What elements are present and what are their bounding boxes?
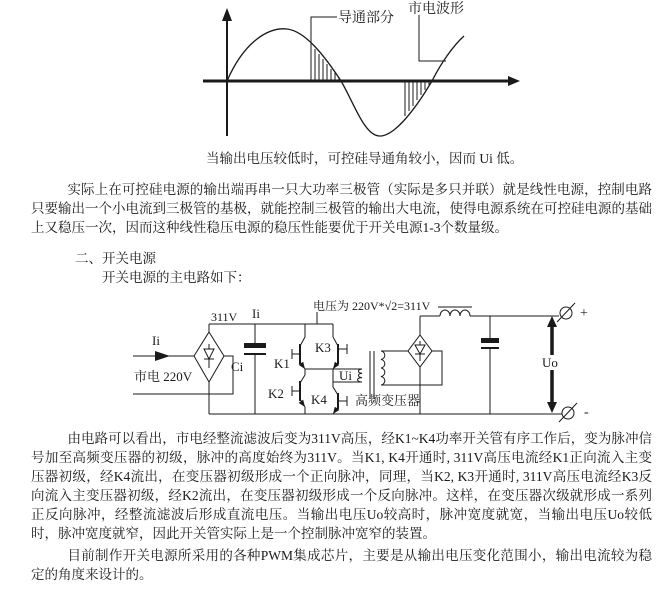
transistor-k1 bbox=[292, 324, 305, 369]
label-ci: Ci bbox=[231, 359, 244, 374]
bridge-rectifier-1 bbox=[194, 332, 224, 382]
label-voltage-note: 电压为 220V*√2=311V bbox=[313, 299, 431, 313]
conduction-label: 导通部分 bbox=[338, 11, 394, 26]
capacitor-output bbox=[481, 316, 499, 414]
label-minus: - bbox=[584, 405, 589, 420]
terminal-positive-icon bbox=[557, 303, 575, 322]
label-mains-voltage: 市电 220V bbox=[134, 369, 193, 384]
terminal-negative-icon bbox=[559, 403, 577, 422]
subheading-main-circuit: 开关电源的主电路如下： bbox=[102, 270, 251, 285]
y-axis-arrow-icon bbox=[222, 8, 232, 21]
paragraph-pwm-chips: 目前制作开关电源所采用的各种PWM集成芯片，主要是从输出电压变化范围小，输出电流较为稳定的角度来设计的。 bbox=[31, 548, 652, 582]
label-k1: K1 bbox=[274, 356, 290, 371]
waveform-figure bbox=[0, 0, 672, 145]
mains-waveform-label: 市电波形 bbox=[408, 2, 464, 17]
conduction-hatch-negative bbox=[405, 81, 429, 116]
conduction-leader-line bbox=[311, 17, 337, 44]
transformer-hf bbox=[358, 351, 385, 399]
label-311v: 311V bbox=[211, 310, 238, 324]
heading-switching-supply: 二、开关电源 bbox=[75, 251, 156, 266]
waveform-caption: 当输出电压较低时，可控硅导通角较小，因而 Ui 低。 bbox=[206, 151, 524, 166]
text-section-1 bbox=[31, 180, 652, 287]
label-transformer: 高频变压器 bbox=[355, 393, 421, 408]
label-ui: Ui bbox=[339, 368, 352, 383]
x-axis-arrow-icon bbox=[508, 76, 520, 86]
conduction-hatch-positive bbox=[311, 44, 339, 81]
transistor-k4 bbox=[333, 382, 347, 414]
transistor-k2 bbox=[292, 369, 305, 414]
label-uo: Uo bbox=[542, 355, 558, 370]
label-plus: + bbox=[580, 306, 588, 321]
mains-waveform-leader-line bbox=[419, 15, 446, 61]
capacitor-ci bbox=[244, 324, 266, 414]
current-arrow-icon bbox=[155, 351, 170, 361]
label-k2: K2 bbox=[268, 386, 284, 401]
label-k4: K4 bbox=[311, 392, 327, 407]
bridge-rectifier-2 bbox=[408, 335, 432, 367]
inductor-output bbox=[420, 307, 559, 316]
label-ii-input: Ii bbox=[152, 333, 160, 348]
switching-supply-circuit bbox=[0, 291, 672, 431]
paragraph-circuit-explanation: 由电路可以看出，市电经整流滤波后变为311V高压，经K1~K4功率开关管有序工作后，变为脉冲信号加至高频变压器的初级，脉冲的高度始终为311V。当K1, K4开通时, 311V高压电流经K1正向流入主变压器初级，经K4流出，在变压器初级形成一个正向脉冲，同理，当K2, K3开通时, 311V高压电流经K3反向流入主变压器初级，经K2流出，在变压器初级形成一个反向脉冲。这样，在变压器次级就形成一系列正反向脉冲，经整流滤波后形成直流电压。当输出电压Uo较高时，脉冲宽度就宽，当输出电压Uo较低时，脉冲宽度就窄，因此开关管实际上是一个控制脉冲宽窄的装置。 bbox=[31, 431, 652, 541]
paragraph-linear-supply: 实际上在可控硅电源的输出端再串一只大功率三极管（实际是多只并联）就是线性电源，控制电路只要输出一个小电流到三极管的基极，就能控制三极管的输出大电流，使得电源系统在可控硅电源的基础上又稳压一次，因而这种线性稳压电源的稳压性能要优于开关电源1-3个数量级。 bbox=[31, 182, 652, 235]
diode-icon-1 bbox=[204, 344, 214, 368]
diode-icon-2 bbox=[415, 341, 425, 361]
label-k3: K3 bbox=[315, 340, 331, 355]
text-section-2 bbox=[31, 429, 652, 584]
label-ii-bus: Ii bbox=[252, 306, 260, 321]
